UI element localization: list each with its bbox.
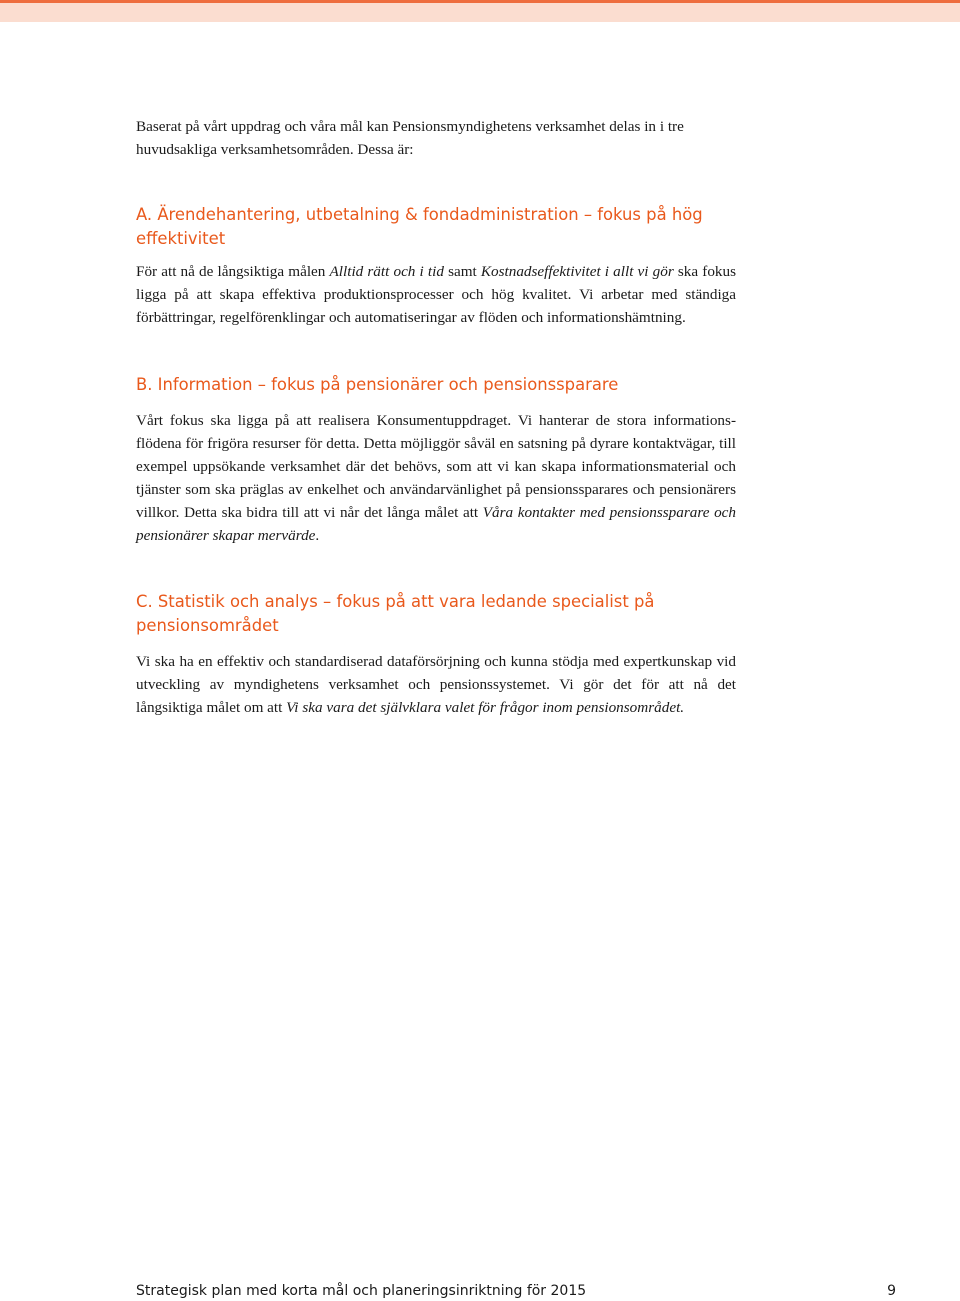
section-a-text-2: samt (443, 263, 481, 280)
section-b-text-1: Vårt fokus ska ligga på att realisera Konsumentuppdraget. Vi hanterar de stora informationsflödena för frigöra resurser för detta. Detta möjliggör såväl en satsning på dyrare kontaktvägar, till exempel uppsökande verksamhet där det behövs, som att vi kan skapa informationsmaterial och tjänster som ska präglas av enkelhet och användarvänlighet på pensionssparares och pensionärers villkor. Detta ska bidra till att vi når det långa målet att (136, 412, 736, 521)
section-b-goal: Våra kontakter med pensionssparare och pensionärer skapar mervärde (136, 504, 736, 544)
section-b-heading: B. Information – fokus på pensionärer och pensionssparare (136, 375, 619, 394)
section-c-heading: C. Statistik och analys – fokus på att vara ledande specialist på pensionsområdet (136, 592, 655, 635)
section-a-paragraph (136, 260, 736, 329)
page-content (136, 115, 736, 719)
section-c-paragraph (136, 650, 736, 719)
top-accent-bar (0, 0, 960, 22)
section-a-text-1: För att nå de långsiktiga målen (136, 263, 330, 280)
section-a-text-3: ska fokus ligga på att skapa effektiva produktionsprocesser och hög kvalitet. Vi arbetar med ständiga förbättringar, regelförenklingar och automatiseringar av flöden och informationshämtning. (136, 263, 737, 326)
section-b-text-2: . (315, 527, 320, 544)
section-a-goal-2: Kostnadseffektivitet i allt vi gör (480, 263, 674, 280)
section-c-goal: Vi ska vara det självklara valet för frågor inom pensionsområdet. (286, 699, 685, 716)
page-number: 9 (887, 1283, 896, 1299)
intro-paragraph: Baserat på vårt uppdrag och våra mål kan Pensionsmyndighetens verksamhet delas in i tre huvudsakliga verksamhetsområden. Dessa är: (136, 118, 684, 158)
section-c-text-1: Vi ska ha en effektiv och standardiserad dataförsörjning och kunna stödja med expertkunskap vid utveckling av myndighetens verksamhet och pensionssystemet. Vi gör det för att nå det långsiktiga målet om att (136, 653, 736, 716)
section-a-heading: A. Ärendehantering, utbetalning & fondadministration – fokus på hög effektivitet (136, 205, 703, 248)
section-a-goal-1: Alltid rätt och i tid (329, 263, 444, 280)
footer-title: Strategisk plan med korta mål och planeringsinriktning för 2015 (136, 1283, 587, 1299)
section-b-paragraph (136, 409, 736, 547)
